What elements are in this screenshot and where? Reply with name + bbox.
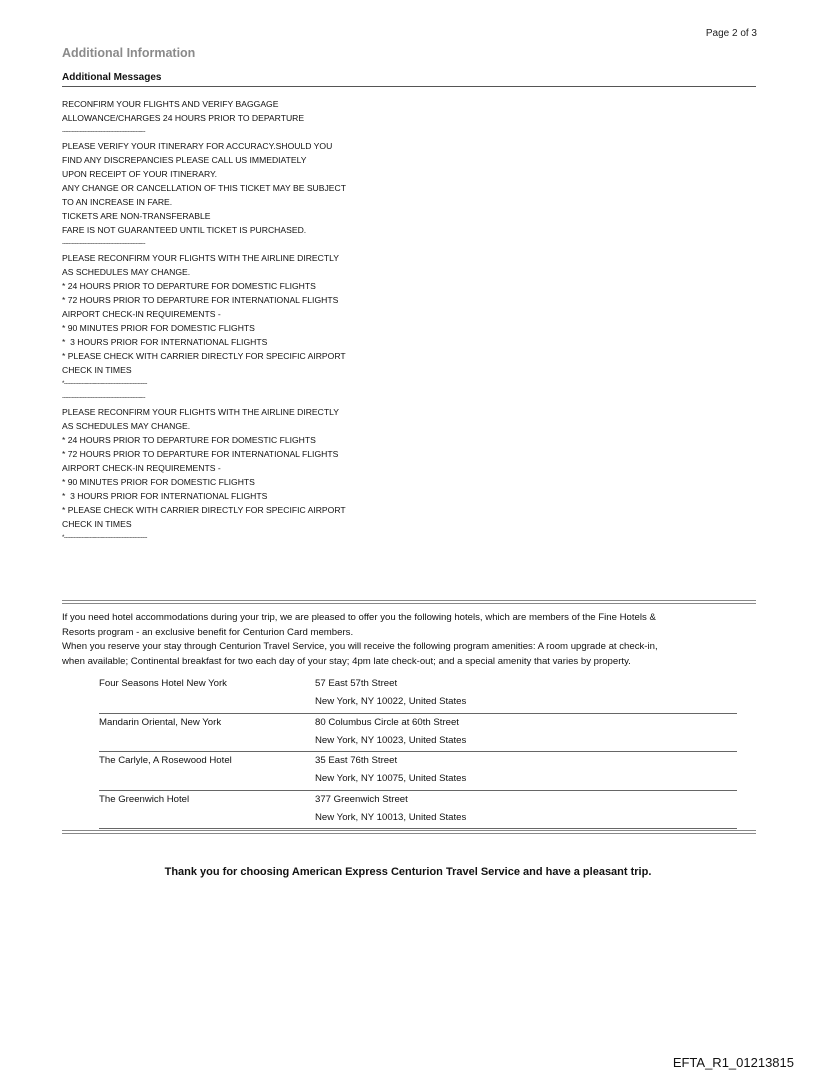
message-line: ----------------------------------------------------: [62, 241, 146, 247]
hotel-name: Four Seasons Hotel New York: [99, 678, 227, 689]
hotel-intro-text: [62, 611, 756, 669]
message-line: * 24 HOURS PRIOR TO DEPARTURE FOR DOMESTIC FLIGHTS: [62, 435, 316, 445]
hotel-city-address: New York, NY 10023, United States: [315, 734, 467, 746]
message-line: *----------------------------------------------------: [62, 381, 148, 387]
hotel-row: [99, 714, 737, 753]
hotel-intro-line: If you need hotel accommodations during your trip, we are pleased to offer you the following hotels, which are members of the Fine Hotels &: [62, 612, 656, 623]
message-line: * 3 HOURS PRIOR FOR INTERNATIONAL FLIGHTS: [62, 491, 268, 501]
hotel-intro-line: when available; Continental breakfast for two each day of your stay; 4pm late check-out; and a special amenity that varies by property.: [62, 655, 631, 667]
hotel-city-address: New York, NY 10013, United States: [315, 811, 467, 823]
hotel-city-address: New York, NY 10075, United States: [315, 773, 467, 784]
hotel-name: The Greenwich Hotel: [99, 793, 190, 805]
hotel-city-address: New York, NY 10022, United States: [315, 696, 467, 707]
hotel-row: [99, 791, 737, 830]
document-id: EFTA_R1_01213815: [672, 1055, 794, 1070]
message-line: *----------------------------------------------------: [62, 535, 148, 541]
message-line: PLEASE RECONFIRM YOUR FLIGHTS WITH THE AIRLINE DIRECTLY: [62, 253, 339, 263]
hotel-intro-line: When you reserve your stay through Centurion Travel Service, you will receive the following program amenities: A room upgrade at check-in,: [62, 641, 658, 652]
message-line: * 90 MINUTES PRIOR FOR DOMESTIC FLIGHTS: [62, 477, 255, 487]
message-line: CHECK IN TIMES: [62, 365, 132, 375]
message-line: AS SCHEDULES MAY CHANGE.: [62, 267, 191, 277]
message-line: ----------------------------------------------------: [62, 129, 146, 135]
message-line: * 72 HOURS PRIOR TO DEPARTURE FOR INTERNATIONAL FLIGHTS: [62, 449, 339, 459]
message-line: PLEASE RECONFIRM YOUR FLIGHTS WITH THE AIRLINE DIRECTLY: [62, 407, 339, 417]
message-line: FIND ANY DISCREPANCIES PLEASE CALL US IMMEDIATELY: [62, 155, 307, 165]
subsection-title: Additional Messages: [62, 72, 162, 83]
hotel-list: [99, 675, 737, 829]
message-line: RECONFIRM YOUR FLIGHTS AND VERIFY BAGGAGE: [62, 99, 279, 109]
additional-messages: [62, 97, 462, 545]
message-line: UPON RECEIPT OF YOUR ITINERARY.: [62, 169, 218, 179]
message-line: TICKETS ARE NON-TRANSFERABLE: [62, 211, 211, 221]
page-number: Page 2 of 3: [705, 28, 757, 39]
hotel-street-address: 57 East 57th Street: [315, 678, 398, 689]
subsection-divider: [62, 86, 756, 87]
message-line: * 24 HOURS PRIOR TO DEPARTURE FOR DOMESTIC FLIGHTS: [62, 281, 316, 291]
hotel-street-address: 80 Columbus Circle at 60th Street: [315, 716, 459, 728]
message-line: AIRPORT CHECK-IN REQUIREMENTS -: [62, 463, 221, 473]
message-line: * PLEASE CHECK WITH CARRIER DIRECTLY FOR SPECIFIC AIRPORT: [62, 351, 346, 361]
hotel-street-address: 35 East 76th Street: [315, 755, 398, 766]
hotel-street-address: 377 Greenwich Street: [315, 793, 408, 805]
message-line: * 90 MINUTES PRIOR FOR DOMESTIC FLIGHTS: [62, 323, 255, 333]
message-line: AS SCHEDULES MAY CHANGE.: [62, 421, 191, 431]
message-line: * 3 HOURS PRIOR FOR INTERNATIONAL FLIGHTS: [62, 337, 268, 347]
hotel-name: The Carlyle, A Rosewood Hotel: [99, 755, 232, 766]
hotel-row: [99, 675, 737, 714]
message-line: * 72 HOURS PRIOR TO DEPARTURE FOR INTERNATIONAL FLIGHTS: [62, 295, 339, 305]
message-line: AIRPORT CHECK-IN REQUIREMENTS -: [62, 309, 221, 319]
message-line: FARE IS NOT GUARANTEED UNTIL TICKET IS PURCHASED.: [62, 225, 307, 235]
hotel-intro-line: Resorts program - an exclusive benefit for Centurion Card members.: [62, 626, 354, 638]
section-title: Additional Information: [62, 46, 196, 60]
hotel-section-bottom-divider: [62, 830, 756, 834]
hotel-row: [99, 752, 737, 791]
hotel-section-top-divider: [62, 600, 756, 604]
closing-message: Thank you for choosing American Express Centurion Travel Service and have a pleasant trip.: [164, 866, 652, 878]
message-line: ----------------------------------------------------: [62, 395, 146, 401]
message-line: ALLOWANCE/CHARGES 24 HOURS PRIOR TO DEPARTURE: [62, 113, 305, 123]
message-line: TO AN INCREASE IN FARE.: [62, 197, 173, 207]
message-line: * PLEASE CHECK WITH CARRIER DIRECTLY FOR SPECIFIC AIRPORT: [62, 505, 346, 515]
hotel-name: Mandarin Oriental, New York: [99, 716, 222, 728]
message-line: ANY CHANGE OR CANCELLATION OF THIS TICKET MAY BE SUBJECT: [62, 183, 346, 193]
message-line: CHECK IN TIMES: [62, 519, 132, 529]
message-line: PLEASE VERIFY YOUR ITINERARY FOR ACCURACY.SHOULD YOU: [62, 141, 333, 151]
